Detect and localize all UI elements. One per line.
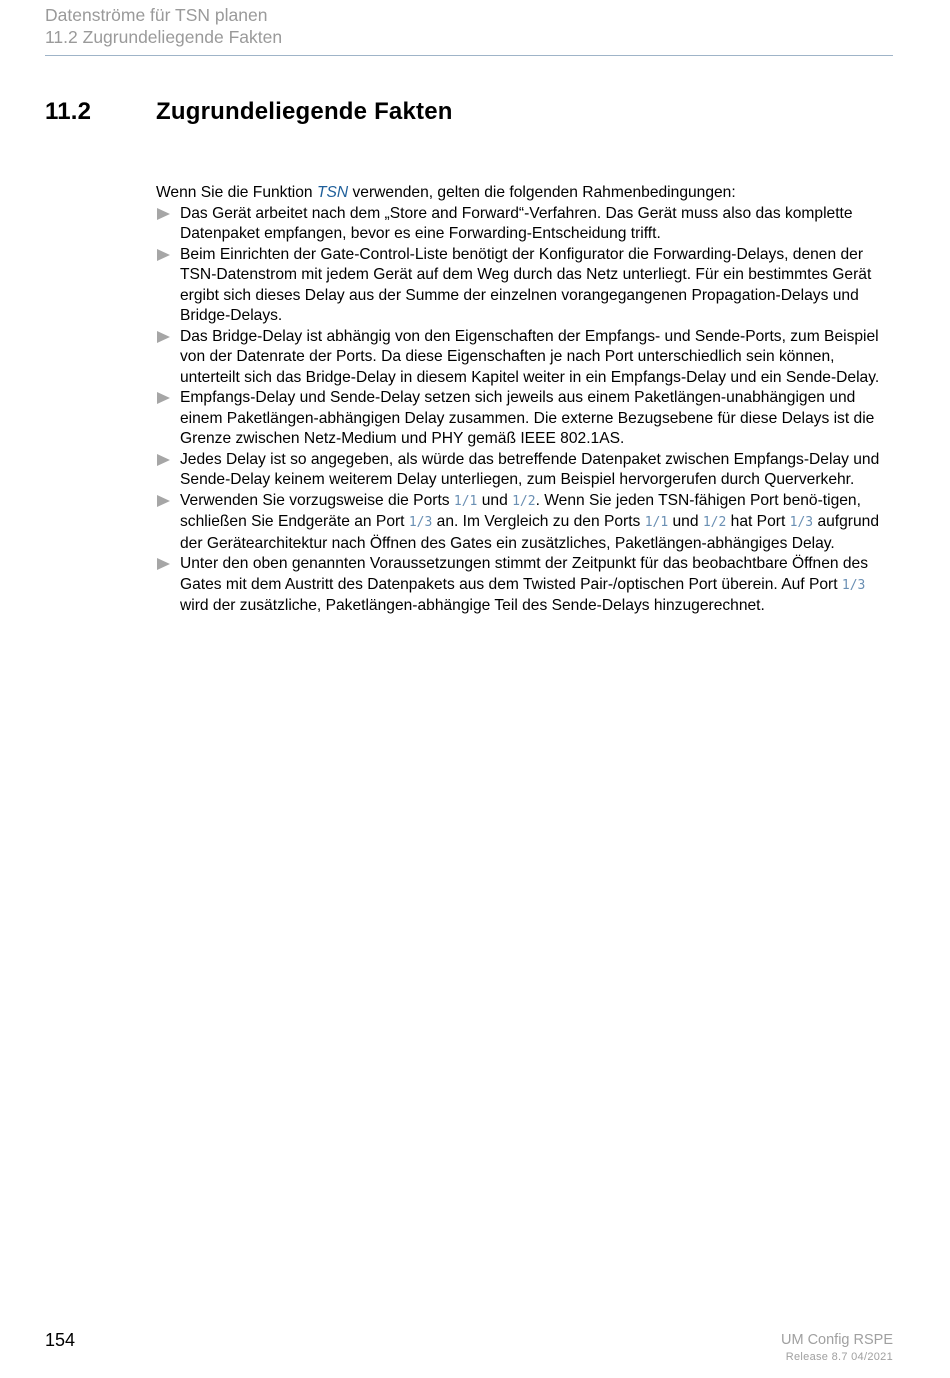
port-code: 1/1	[453, 493, 478, 509]
port-code: 1/3	[408, 515, 433, 530]
port-code: 1/2	[702, 515, 727, 530]
tsn-function-link[interactable]: TSN	[316, 184, 349, 201]
list-item-text: Das Gerät arbeitet nach dem „Store and Forward“-Verfahren. Das Gerät muss also das komplette Datenpaket empfangen, bevor es eine Forwarding-Entscheidung trifft.	[180, 204, 853, 242]
list-item	[156, 245, 896, 327]
port-code: 1/1	[644, 515, 669, 530]
intro-text-end: verwenden, gelten die folgenden Rahmenbedingungen:	[348, 184, 736, 201]
header-chapter: Datenströme für TSN planen	[45, 5, 268, 25]
list-item-text: Beim Einrichten der Gate-Control-Liste benötigt der Konfigurator die Forwarding-Delays, denen der TSN-Datenstrom mit jedem Gerät auf dem Weg durch das Netz unterliegt. Für ein bestimmtes Gerät ergibt sich dieses Delay aus der Summe der einzelnen vorangegangenen Propagation-Delays und Bridge-Delays.	[180, 245, 872, 324]
list-item-text: Unter den oben genannten Voraussetzungen stimmt der Zeitpunkt für das beobachtbare Öffnen des Gates mit dem Austritt des Datenpakets aus dem Twisted Pair-/optischen Port überein. Auf Port	[180, 555, 869, 593]
list-item-text: und	[668, 513, 703, 530]
list-item	[156, 327, 896, 389]
intro-text: Wenn Sie die Funktion	[156, 184, 317, 201]
list-item-text: an. Im Vergleich zu den Ports	[432, 513, 645, 530]
list-item-text: Jedes Delay ist so angegeben, als würde das betreffende Datenpaket zwischen Empfangs-Delay und Sende-Delay keinem weiterem Delay unterliegen, zum Beispiel hervorgerufen durch Querverkehr.	[180, 450, 880, 488]
port-code: 1/3	[841, 577, 866, 593]
list-item	[156, 204, 896, 245]
running-header	[45, 4, 282, 48]
list-item-text: hat Port	[726, 513, 790, 530]
list-item-text: Das Bridge-Delay ist abhängig von den Eigenschaften der Empfangs- und Sende-Ports, zum Beispiel von der Datenrate der Ports. Da diese Eigenschaften je nach Port unterschiedlich sein können, unterteilt sich das Bridge-Delay in diesem Kapitel weiter in ein Empfangs-Delay und ein Sende-Delay.	[180, 327, 880, 386]
list-item	[156, 450, 896, 491]
footer-document-title: UM Config RSPE	[780, 1332, 893, 1348]
list-item-text: wird der zusätzliche, Paketlängen-abhängige Teil des Sende-Delays hinzugerechnet.	[180, 597, 765, 614]
header-section: 11.2 Zugrundeliegende Fakten	[45, 27, 283, 47]
section-body	[156, 183, 896, 617]
list-item-text: aufgrund der Gerätearchitektur nach Öffnen des Gates ein zusätzliches, Paketlängen-abhängiges Delay.	[180, 513, 880, 552]
port-code: 1/3	[789, 515, 814, 530]
list-item-text: Empfangs-Delay und Sende-Delay setzen sich jeweils aus einem Paketlängen-unabhängigen und einem Paketlängen-abhängigen Delay zusammen. Die externe Bezugsebene für diese Delays ist die Grenze zwischen Netz-Medium und PHY gemäß IEEE 802.1AS.	[180, 389, 875, 447]
list-item	[156, 554, 896, 617]
list-item	[156, 491, 896, 555]
section-heading	[45, 96, 453, 128]
port-code: 1/2	[512, 493, 536, 509]
intro-paragraph	[156, 183, 896, 204]
list-item-text: und	[477, 491, 513, 509]
page-number: 154	[45, 1330, 76, 1350]
header-divider	[45, 55, 893, 56]
conditions-list	[156, 204, 896, 617]
footer-release: Release 8.7 04/2021	[785, 1351, 893, 1363]
list-item	[156, 388, 896, 450]
section-number: 11.2	[45, 98, 92, 125]
list-item-text: Verwenden Sie vorzugsweise die Ports	[180, 491, 454, 509]
section-title-text: Zugrundeliegende Fakten	[156, 98, 453, 125]
list-item-text: . Wenn Sie jeden TSN-fähigen Port benö-tigen, schließen Sie Endgeräte an Port	[180, 491, 861, 530]
